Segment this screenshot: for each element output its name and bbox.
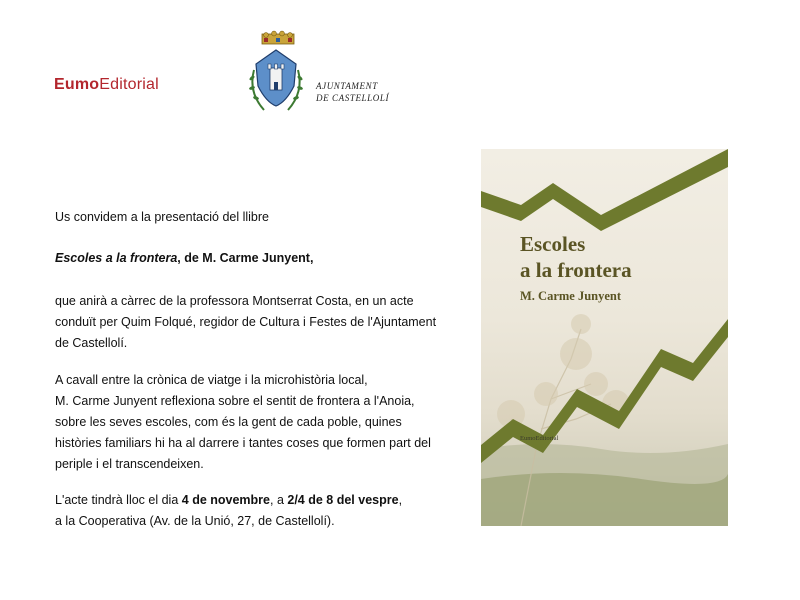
book-announcement: [55, 248, 450, 269]
cover-title-line2: a la frontera: [520, 258, 632, 282]
cover-author: M. Carme Junyent: [520, 289, 622, 303]
eumo-editorial-logo: [54, 76, 159, 94]
event-location: a la Cooperativa (Av. de la Unió, 27, de Castellolí).: [55, 514, 335, 528]
event-details: [55, 490, 450, 532]
cover-title-line1: Escoles: [520, 232, 586, 256]
presenter-line: que anirà a càrrec de la professora Montserrat Costa, en un acte: [55, 294, 414, 308]
event-prefix: L'acte tindrà lloc el dia: [55, 493, 182, 507]
ajuntament-logo-text: [316, 80, 389, 104]
invitation-intro: Us convidem a la presentació del llibre: [55, 210, 269, 224]
description-line: periple i el transcendeixen.: [55, 457, 204, 471]
event-date-line: [55, 490, 450, 511]
event-suffix: ,: [398, 493, 403, 507]
logo-regular-part: Editorial: [99, 76, 159, 93]
presenter-line: conduït per Quim Folqué, regidor de Cultura i Festes de l'Ajuntament: [55, 315, 437, 329]
event-date: 4 de novembre: [181, 493, 270, 507]
presenter-paragraph: [55, 291, 450, 354]
cover-title: [520, 231, 632, 283]
description-paragraph: [55, 370, 450, 475]
event-mid: , a: [270, 493, 288, 507]
logo-bold-part: Eumo: [54, 76, 100, 93]
ajuntament-line1: AJUNTAMENT: [316, 81, 378, 91]
cover-publisher: EumoEditorial: [520, 435, 559, 442]
cover-landscape-art: [481, 149, 728, 526]
ajuntament-line2: DE CASTELLOLÍ: [316, 93, 390, 103]
book-title: Escoles a la frontera: [55, 251, 178, 265]
description-line: històries familiars hi ha al darrere i tantes coses que formen part del: [55, 436, 431, 450]
presenter-line: de Castellolí.: [55, 336, 128, 350]
author-line: , de M. Carme Junyent,: [177, 251, 314, 265]
event-time: 2/4 de 8 del vespre: [287, 493, 399, 507]
description-line: A cavall entre la crònica de viatge i la microhistòria local,: [55, 373, 368, 387]
description-line: M. Carme Junyent reflexiona sobre el sentit de frontera a l'Anoia,: [55, 394, 415, 408]
book-cover-image: [481, 149, 728, 526]
castelloli-coat-of-arms-icon: [246, 30, 306, 116]
description-line: sobre les seves escoles, com és la gent de cada poble, quines: [55, 415, 402, 429]
